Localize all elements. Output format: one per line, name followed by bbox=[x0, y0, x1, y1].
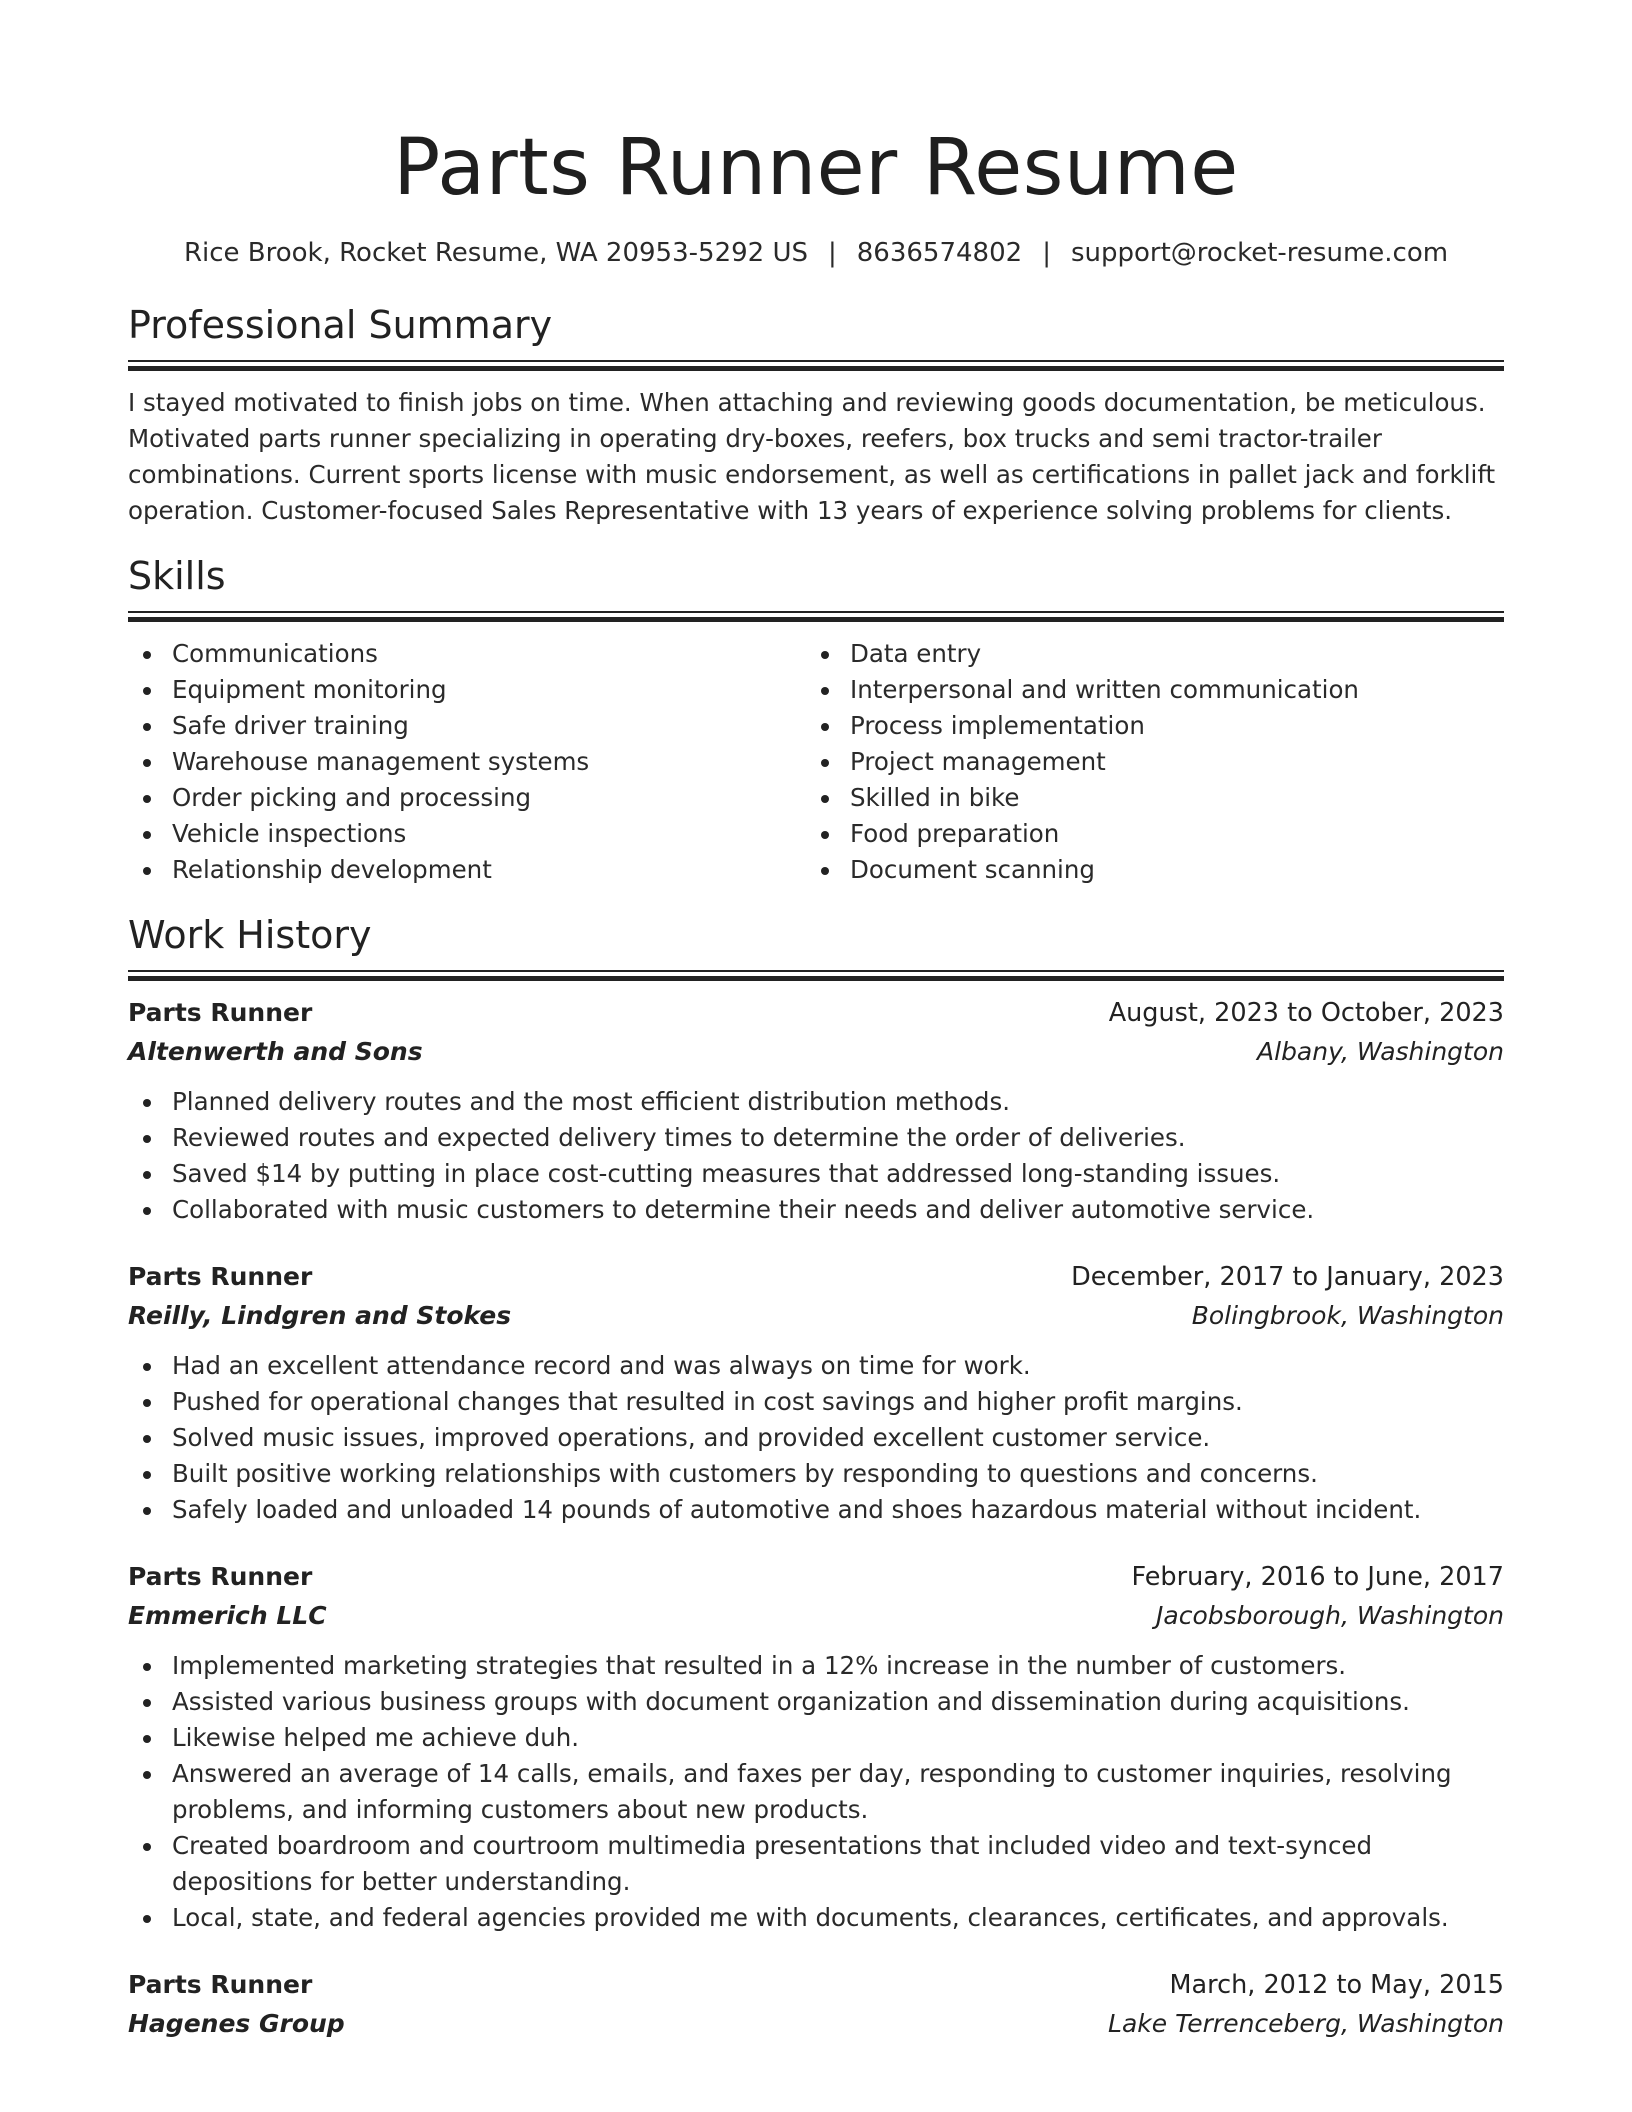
job-title: Parts Runner bbox=[128, 1970, 313, 1999]
skill-item: Order picking and processing bbox=[172, 780, 806, 816]
job-bullet: Saved $14 by putting in place cost-cutting measures that addressed long-standing issues. bbox=[172, 1156, 1504, 1192]
skills-section bbox=[128, 551, 1504, 888]
job-bullet: Local, state, and federal agencies provided me with documents, clearances, certificates, and approvals. bbox=[172, 1900, 1504, 1936]
contact-line bbox=[128, 236, 1504, 270]
job-company: Reilly, Lindgren and Stokes bbox=[128, 1301, 512, 1330]
job-dates: December, 2017 to January, 2023 bbox=[1071, 1262, 1504, 1292]
job-bullet: Reviewed routes and expected delivery times to determine the order of deliveries. bbox=[172, 1120, 1504, 1156]
section-title-work-history: Work History bbox=[128, 913, 372, 957]
skill-item: Skilled in bike bbox=[850, 780, 1484, 816]
job-bullet: Created boardroom and courtroom multimedia presentations that included video and text-synced depositions for better understanding. bbox=[172, 1828, 1504, 1900]
job-location: Bolingbrook, Washington bbox=[1191, 1301, 1504, 1330]
job-bullet: Implemented marketing strategies that resulted in a 12% increase in the number of customers. bbox=[172, 1648, 1504, 1684]
section-divider bbox=[128, 970, 1504, 980]
skill-item: Communications bbox=[172, 636, 806, 672]
contact-phone: 8636574802 bbox=[856, 238, 1023, 268]
section-divider bbox=[128, 360, 1504, 370]
job-title: Parts Runner bbox=[128, 998, 313, 1027]
job-entry bbox=[128, 1966, 1504, 2044]
job-bullet: Collaborated with music customers to determine their needs and deliver automotive service. bbox=[172, 1192, 1504, 1228]
section-divider bbox=[128, 611, 1504, 621]
job-entry bbox=[128, 1258, 1504, 1528]
contact-separator: | bbox=[1042, 238, 1051, 268]
job-location: Lake Terrenceberg, Washington bbox=[1108, 2009, 1504, 2038]
job-bullet: Solved music issues, improved operations, and provided excellent customer service. bbox=[172, 1420, 1504, 1456]
skill-item: Vehicle inspections bbox=[172, 816, 806, 852]
job-title: Parts Runner bbox=[128, 1562, 313, 1591]
skill-item: Warehouse management systems bbox=[172, 744, 806, 780]
job-entry bbox=[128, 1558, 1504, 1936]
job-bullet: Answered an average of 14 calls, emails, and faxes per day, responding to customer inquiries, resolving problems, and informing customers about new products. bbox=[172, 1756, 1504, 1828]
job-bullet: Likewise helped me achieve duh. bbox=[172, 1720, 1504, 1756]
job-dates: August, 2023 to October, 2023 bbox=[1108, 998, 1504, 1028]
contact-separator: | bbox=[828, 238, 837, 268]
job-company: Altenwerth and Sons bbox=[128, 1037, 423, 1066]
job-company: Hagenes Group bbox=[128, 2009, 345, 2038]
work-history-section bbox=[128, 910, 1504, 2044]
skills-column-right bbox=[806, 636, 1484, 888]
summary-text: I stayed motivated to finish jobs on time. When attaching and reviewing goods documentation, be meticulous. Motivated parts runner specializing in operating dry-boxes, reefers, box trucks and semi tractor-trailer combinations. Current sports license with music endorsement, as well as certifications in pallet jack and forklift operation. Customer-focused Sales Representative with 13 years of experience solving problems for clients. bbox=[128, 388, 1496, 525]
skill-item: Process implementation bbox=[850, 708, 1484, 744]
job-company: Emmerich LLC bbox=[128, 1601, 327, 1630]
skills-column-left bbox=[128, 636, 806, 888]
skill-item: Equipment monitoring bbox=[172, 672, 806, 708]
skill-item: Project management bbox=[850, 744, 1484, 780]
job-bullet: Safely loaded and unloaded 14 pounds of automotive and shoes hazardous material without incident. bbox=[172, 1492, 1504, 1528]
job-title: Parts Runner bbox=[128, 1262, 313, 1291]
skill-item: Safe driver training bbox=[172, 708, 806, 744]
job-bullet: Pushed for operational changes that resulted in cost savings and higher profit margins. bbox=[172, 1384, 1504, 1420]
section-title-skills: Skills bbox=[128, 554, 226, 598]
section-title-summary: Professional Summary bbox=[128, 303, 553, 347]
job-dates: March, 2012 to May, 2015 bbox=[1169, 1970, 1504, 2000]
skill-item: Relationship development bbox=[172, 852, 806, 888]
summary-section bbox=[128, 300, 1504, 529]
skill-item: Food preparation bbox=[850, 816, 1484, 852]
job-bullet: Assisted various business groups with document organization and dissemination during acquisitions. bbox=[172, 1684, 1504, 1720]
job-bullet: Planned delivery routes and the most efficient distribution methods. bbox=[172, 1084, 1504, 1120]
resume-page bbox=[128, 118, 1504, 2044]
job-dates: February, 2016 to June, 2017 bbox=[1131, 1562, 1504, 1592]
skill-item: Document scanning bbox=[850, 852, 1484, 888]
contact-email: support@rocket-resume.com bbox=[1070, 238, 1449, 268]
job-entry bbox=[128, 994, 1504, 1228]
job-location: Jacobsborough, Washington bbox=[1156, 1601, 1504, 1630]
skills-grid bbox=[128, 636, 1504, 888]
job-bullet: Built positive working relationships with customers by responding to questions and concerns. bbox=[172, 1456, 1504, 1492]
contact-address: Rice Brook, Rocket Resume, WA 20953-5292 US bbox=[183, 238, 808, 268]
resume-title: Parts Runner Resume bbox=[393, 123, 1239, 213]
job-location: Albany, Washington bbox=[1257, 1037, 1504, 1066]
skill-item: Data entry bbox=[850, 636, 1484, 672]
skill-item: Interpersonal and written communication bbox=[850, 672, 1484, 708]
job-bullet: Had an excellent attendance record and was always on time for work. bbox=[172, 1348, 1504, 1384]
